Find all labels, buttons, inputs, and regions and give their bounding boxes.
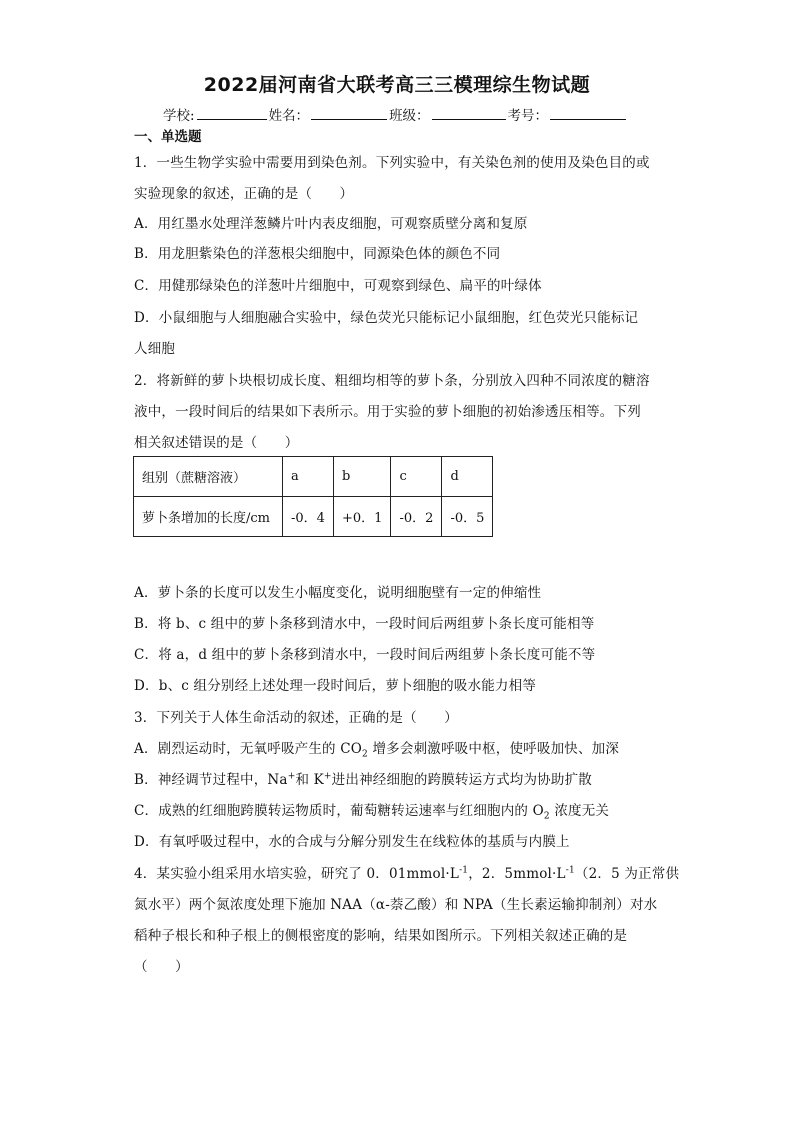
q3-a-text-end: 增多会刺激呼吸中枢，使呼吸加快、加深	[367, 741, 620, 757]
q2-data-table	[133, 456, 493, 537]
q3-stem: 3．下列关于人体生命活动的叙述，正确的是（ ）	[134, 710, 458, 726]
q3-b-text-end: 进出神经细胞的跨膜转运方式均为协助扩散	[331, 772, 592, 788]
q2-option-c: C．将 a，d 组中的萝卜条移到清水中，一段时间后两组萝卜条长度可能不等	[134, 647, 596, 663]
q2-stem-line3: 相关叙述错误的是（ ）	[134, 435, 299, 451]
table-cell: +0．1	[334, 497, 391, 537]
q3-c-text: C．成熟的红细胞跨膜转运物质时，葡萄糖转运速率与红细胞内的 O	[134, 803, 544, 819]
q1-option-c: C．用健那绿染色的洋葱叶片细胞中，可观察到绿色、扁平的叶绿体	[134, 278, 542, 294]
table-cell: -0．2	[391, 497, 442, 537]
name-label: 姓名：	[268, 108, 310, 124]
q1-option-a: A．用红墨水处理洋葱鳞片叶内表皮细胞，可观察质壁分离和复原	[134, 216, 528, 232]
q4-superscript: -1	[459, 865, 469, 876]
q4-stem-line1	[134, 862, 679, 882]
q4-text: （2．5 为正常供	[574, 866, 680, 882]
table-header-row	[134, 457, 493, 497]
school-label: 学校:	[163, 108, 195, 124]
q1-option-d-line1: D．小鼠细胞与人细胞融合实验中，绿色荧光只能标记小鼠细胞，红色荧光只能标记	[134, 310, 639, 326]
table-cell: -0．4	[283, 497, 334, 537]
q3-b-superscript: +	[323, 771, 332, 782]
q2-option-d: D．b、c 组分别经上述处理一段时间后，萝卜细胞的吸水能力相等	[134, 678, 537, 694]
q3-a-subscript: 2	[362, 749, 368, 760]
q3-option-d: D．有氧呼吸过程中，水的合成与分解分别发生在线粒体的基质与内膜上	[134, 834, 570, 850]
q2-option-a: A．萝卜条的长度可以发生小幅度变化，说明细胞壁有一定的伸缩性	[134, 585, 542, 601]
q2-stem-line2: 液中，一段时间后的结果如下表所示。用于实验的萝卜细胞的初始渗透压相等。下列	[134, 404, 641, 420]
q1-option-d-line2: 人细胞	[134, 341, 176, 357]
q1-stem-line2: 实验现象的叙述，正确的是（ ）	[134, 186, 354, 202]
table-cell: -0．5	[442, 497, 493, 537]
name-blank[interactable]	[311, 106, 387, 120]
page-title: 2022届河南省大联考高三三模理综生物试题	[203, 74, 591, 96]
table-cell: b	[334, 457, 391, 497]
q1-option-b: B．用龙胆紫染色的洋葱根尖细胞中，同源染色体的颜色不同	[134, 246, 501, 262]
section-title: 一、单选题	[134, 129, 202, 145]
number-blank[interactable]	[550, 106, 626, 120]
q3-a-text: A．剧烈运动时，无氧呼吸产生的 CO	[134, 741, 363, 757]
table-cell: d	[442, 457, 493, 497]
q4-text: ，2．5mmol·L	[468, 866, 566, 882]
q4-text: 4．某实验小组采用水培实验，研究了 0．01mmol·L	[134, 866, 460, 882]
q2-option-b: B．将 b、c 组中的萝卜条移到清水中，一段时间后两组萝卜条长度可能相等	[134, 616, 595, 632]
table-row	[134, 497, 493, 537]
class-label: 班级：	[389, 108, 430, 124]
q3-b-text: B．神经调节过程中，Na	[134, 772, 288, 788]
q4-stem-line4: （ ）	[134, 959, 189, 975]
q4-superscript: -1	[565, 865, 575, 876]
q1-stem-line1: 1．一些生物学实验中需要用到染色剂。下列实验中，有关染色剂的使用及染色目的或	[134, 155, 650, 171]
q3-option-c	[134, 799, 610, 822]
class-blank[interactable]	[432, 106, 506, 120]
q3-c-text-end: 浓度无关	[549, 803, 610, 819]
school-blank[interactable]	[197, 106, 267, 120]
q3-option-a	[134, 737, 620, 760]
q3-option-b	[134, 768, 592, 788]
q3-b-superscript: +	[287, 771, 296, 782]
table-cell: c	[391, 457, 442, 497]
q3-b-text-mid: 和 K	[295, 772, 324, 788]
table-cell: 萝卜条增加的长度/cm	[134, 497, 283, 537]
q4-stem-line2: 氮水平）两个氮浓度处理下施加 NAA（α-萘乙酸）和 NPA（生长素运输抑制剂）对水	[134, 897, 658, 913]
table-cell: a	[283, 457, 334, 497]
q2-stem-line1: 2．将新鲜的萝卜块根切成长度、粗细均相等的萝卜条，分别放入四种不同浓度的糖溶	[134, 373, 650, 389]
student-info-row	[163, 104, 628, 124]
number-label: 考号：	[507, 108, 549, 124]
table-cell: 组别（蔗糖溶液）	[134, 457, 283, 497]
q3-c-subscript: 2	[543, 811, 550, 822]
q4-stem-line3: 稻种子根长和种子根上的侧根密度的影响，结果如图所示。下列相关叙述正确的是	[134, 928, 628, 944]
